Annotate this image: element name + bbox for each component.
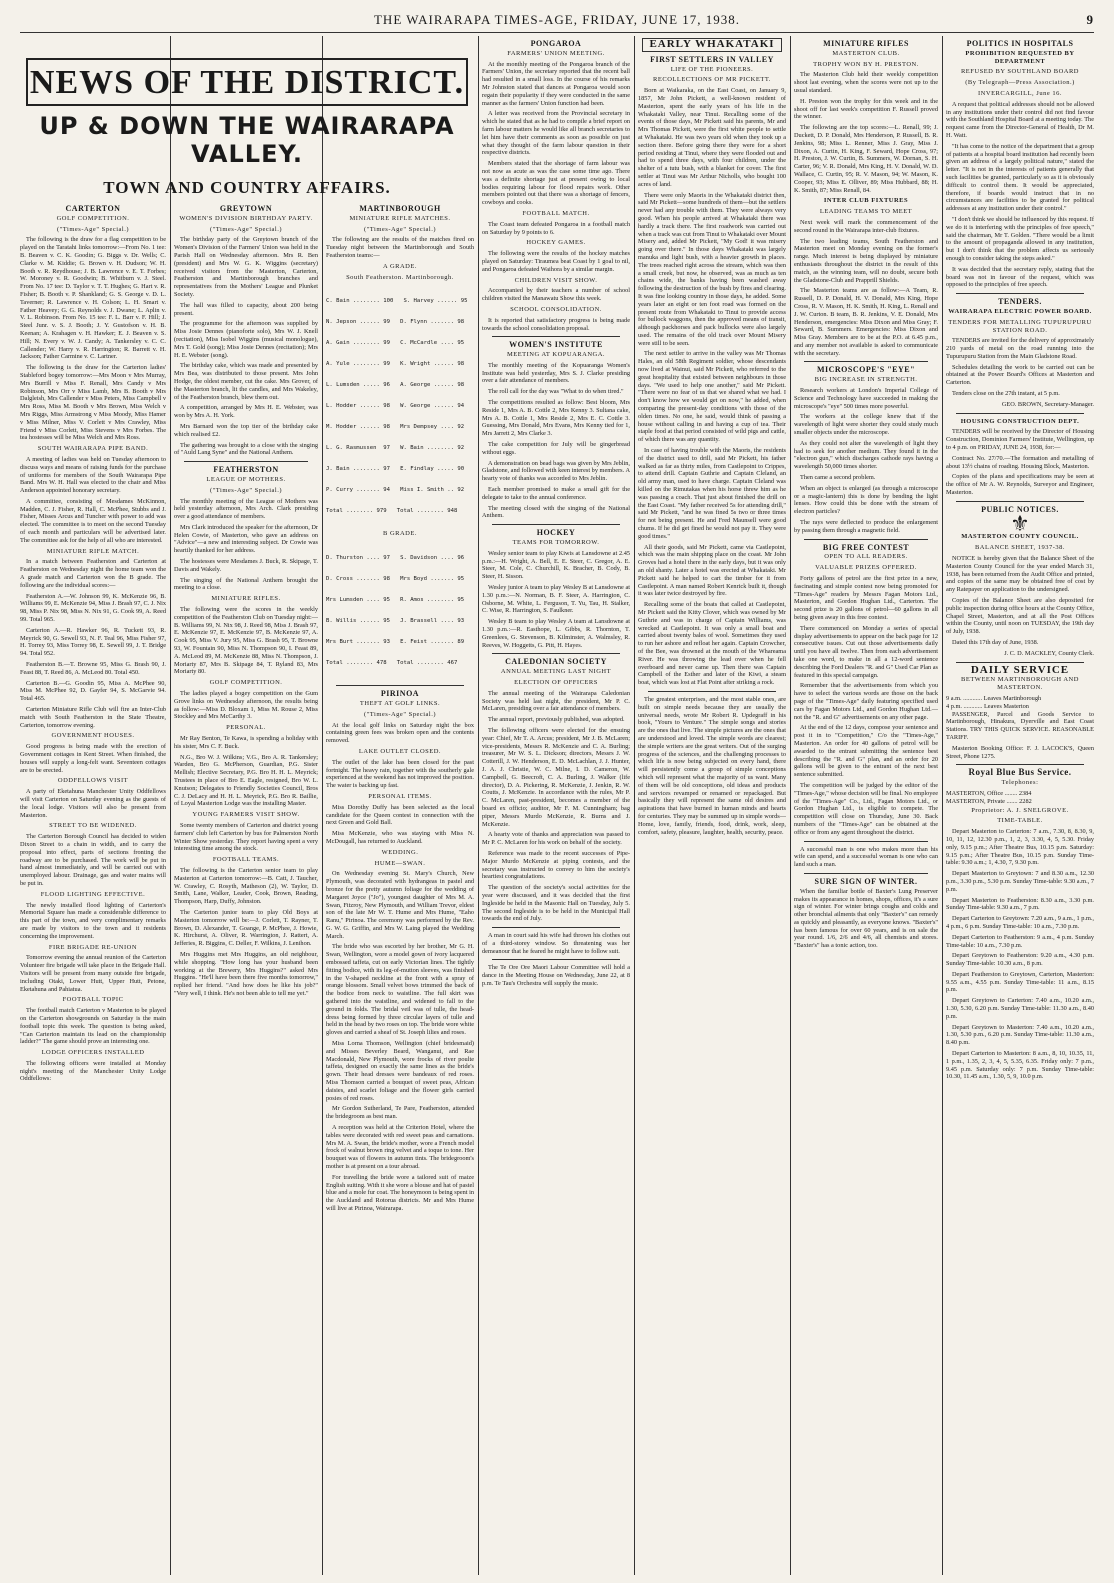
sub-heading: BIG INCREASE IN STRENGTH. [814,376,918,384]
sub-heading: INTER CLUB FIXTURES [823,197,909,205]
section-heading: MINIATURE RIFLES [823,39,909,48]
section-heading: FEATHERSTON [213,465,279,475]
paragraph: A successful man is one who makes more than his wife can spend, and a successful woman is one who can land such a man. [794,845,938,869]
paragraph: Featherston B.—T. Browne 95, Miss G. Brash 90, J. Feast 88, T. Reed 86, A. McLeod 80. Total 450. [20,661,166,676]
phone-row: MASTERTON, Office ........ 2384 [946,789,1032,797]
column-politics [946,36,1094,1575]
paragraph: TENDERS are invited for the delivery of approximately 210 yards of metal on the road running into the Tupurupuru Station from the Main Gladstone Road. [946,337,1094,360]
score-row: C. Bain ........ 100 S. Harvey ...... 95 [326,298,468,305]
paragraph: The birthday cake, which was made and presented by Mrs Bea, was distributed to those present. Mrs John Hodge, the oldest member, cut the cake. Mrs Grover, of the Masterton branch, lit the candles, and Mrs Wakeley, of the Featherston branch, blew them out. [174,362,318,401]
paragraph: Depart Carterton to Featherston: 9 a.m., 4 p.m. Sunday Time-table: 10 a.m., 7.30 p.m. [946,933,1094,949]
score-row: Mrs Lumsden .... 95 R. Amos ........ 95 [326,597,465,604]
paragraph: "It has come to the notice of the department that a group of patients at a hospital board institution had recently been given an address of a largely political nature," stated the letter. "It is not in the interests of patients generally that such facilities be granted, particularly so as it is obviously difficult to control them. It would be appreciated, therefore, if boards would instruct that in no circumstances are facilities to be granted for political addresses at any institution under their control." [946,142,1094,213]
score-row: A. Yule ........ 99 K. Wright ...... 98 [326,361,465,368]
paragraph: The following were the results of the hockey matches played on Saturday: Tiraumea beat Coast by 1 goal to nil, and Pongaroa defeated Waihora by a similar margin. [482,250,630,273]
paragraph: A letter was received from the Provincial secretary in which he stated that as he had to compile a brief report on farm labour matters he would like all branch secretaries to let him have their comments as soon as possible on just what they thought of the farm labour question in their respective districts. [482,110,630,157]
paragraph: The cake competition for July will be gingerbread without eggs. [482,441,630,456]
sub-heading: GOLF COMPETITION. [209,679,283,687]
score-row: N. Jepson ...... 99 D. Flynn ....... 98 [326,319,465,326]
paragraph: Depart Carterton to Masterton: 8 a.m., 8, 10, 10.35, 11, 1 p.m., 1.35, 2, 3, 4, 5, 5.35, 6.35. Friday only: 7 p.m., 9.45 p.m. Saturday only: 7 p.m. Sunday Time-table: 10.30, 11.45 a.m., 1.30, 5, 9, 10.0 p.m. [946,1050,1094,1081]
column-rule [322,36,323,1575]
paragraph: Contract No. 27/70.—The formation and metalling of about 13½ chains of roading. Housing Block, Masterton. [946,454,1094,470]
paragraph: The workers at the college knew that if the wavelength of light were shorter they could study much smaller objects under the microscope. [794,413,938,437]
banner-subtitle: UP & DOWN THE WAIRARAPA VALLEY. [39,112,455,168]
sub-heading: REFUSED BY SOUTHLAND BOARD [960,68,1080,76]
score-row: P. Curry ....... 94 Miss I. Smith .. 92 [326,487,465,494]
paragraph: There commenced on Monday a series of special display advertisements to appear on the back page for 12 consecutive issues. Cut out those advertisements daily until you have all twelve. Then from each advertisement take one word, to make in all a 12-word sentence describing the Ford Dealers "R. and G" Used Car Plan as featured in this special campaign. [794,624,938,679]
coat-of-arms-icon: ⚜ [1010,510,1030,536]
sub-heading: TENDERS FOR METALLING TUPURUPURU STATION ROAD. [948,318,1092,334]
paragraph: Some twenty members of Carterton and district young farmers' club left Carterton by bus for Palmerston North Winter Show yesterday. They report having spent a very interesting time among the stock. [174,821,318,853]
paragraph: TENDERS will be received by the Director of Housing Construction, Dominion Farmers' Institute, Wellington, up to 4 p.m. on FRIDAY, JUNE 24, 1938, for:— [946,428,1094,452]
section-heading: GREYTOWN [219,204,273,213]
signature: GEO. BROWN, Secretary-Manager. [1001,400,1094,408]
sub-heading: LIFE OF THE PIONEERS. [670,65,754,73]
paragraph: A man in court said his wife had thrown his clothes out of a third-storey window. So threatening was her demeanour that he feared he might have to follow suit. [482,932,630,955]
notice-title: HOUSING CONSTRUCTION DEPT. [960,417,1080,425]
paragraph: Mrs Barnard won the top tier of the birthday cake which realised £2. [174,422,318,438]
column-pongaroa [482,36,630,1575]
sub-heading: Telephones: [1001,779,1039,787]
paragraph: A demonstration on bead bags was given by Mrs Jeblin, Gladstone, and followed with keen interest by members. A hearty vote of thanks was accorded to Mrs Jeblin. [482,459,630,483]
paragraph: The two leading teams, South Featherston and Masterton meet on Monday evening on the former's range. Much interest is being displayed by miniature enthusiasts throughout the district in the result of this match, as the winning team, will no doubt, secure both the Gladstone-Club and Prapprill Shields. [794,237,938,284]
section-heading: CALEDONIAN SOCIETY [505,657,607,667]
sub-heading: B GRADE. [383,530,417,538]
paragraph: The following are the top scores:—L. Renall, 99; J. Duckett, D. P. Donald, Mrs Henderson, P. Russell, B. R. Jenkins, 98; Miss L. Renner, Miss J. Gray, Miss J. Dixon, A. Curtin, H. King, F. Seward, Hope Cross, 97; H. Preston, J. W. Curtin, B. Summers, W. Dornan, S. H. Carter, 96; V. R. Donald, Mrs King, H. V. Donald, W. D. Wallace, C. Curtin, 95; R. V. Mason, 94; W. Mason, K. Cooper, 93; Miss E. Olliver, 89; Miss Hubbard, 88; H. K. Smith, 87; Miss Renall, 84. [794,124,938,194]
byline: ("Times-Age" Special.) [209,486,283,494]
paragraph: The ladies played a bogey competition on the Gum Grove links on Wednesday afternoon, the results being as follow:—Miss D. Bloxam 1, Miss M. Rouse 2, Miss Stockley and Mrs McCarthy 3. [174,690,318,721]
paragraph: There were only Maoris in the Whakataki district then, said Mr Pickett—some hundreds of them—but the settlers never had any trouble with them. They were always very good. When his people arrived at Whakataki there was hardly a track there. The first roadwork was carried out when a track was cut from Tinui to Whakataki over Mount Misery and, added Mr Pickett, "My God! it was misery going over there." In those days Whakataki was largely manuka and light bush, with a heavier growth in places. The trees reached right across the stream, which was then a small creek, but now, he observed, was as much as ten chains wide, the banks having been washed away following the destruction of the bush by fires and clearing. It was fine looking country in those days, he added. Some years later an eight or ten foot road was formed on the present route from Whakataki to Tinui to provide access for bullock waggons, then the approved means of transit, although packhorses and pack bullocks were also largely used. The remains of the old track over Mount Misery were still to be seen. [638,191,786,347]
paragraph: Copies of the Balance Sheet are also deposited for public inspection during office hours at the County Office, Chapel Street, Masterton, and at all the Post Offices within the County, until noon on TUESDAY, the 19th day of July, 1938. [946,597,1094,636]
paragraph: Carterton A.—R. Hawker 96, R. Tuckett 93, R. Meyrick 90, G. Sewell 93, N. F. Teal 96, Miss Fisher 97, H. Torrey 93, Miss Torrey 98, E. Sewell 99, J. T. Bridge 94. Total 952. [20,626,166,658]
paragraph: Depart Carterton to Greytown: 7.20 a.m., 9 a.m., 1 p.m., 4 p.m., 6 p.m. Sunday Time-table: 10 a.m., 7.30 p.m. [946,915,1094,930]
byline: (By Telegraph—Press Association.) [965,79,1075,87]
sub-heading: VALUABLE PRIZES OFFERED. [815,564,917,572]
paragraph: The football match Carterton v Masterton to be played on the Carterton showgrounds on Saturday is the main football topic this week. The question is being asked, "Can Carterton maintain its lead on the championship ladder?" The game should prove an interesting one. [20,1007,166,1046]
paragraph: Next week will mark the commencement of the second round in the Wairarapa inter-club fixtures. [794,218,938,234]
sub-heading: ANNUAL MEETING LAST NIGHT [500,668,612,676]
paragraph: The annual report, previously published, was adopted. [488,716,625,724]
column-rule [790,36,791,1575]
sub-heading: FOOTBALL MATCH. [522,209,590,217]
section-banner [20,58,474,198]
paragraph: The question of the society's social activities for the year were discussed, and it was decided that the first Ingleside be held in the Masonic Hall on Tuesday, July 5. The second Ingleside is to be held in the Municipal Hall towards the end of July. [482,884,630,923]
byline: ("Times-Age" Special.) [56,225,130,233]
sub-heading: FOOTBALL TOPIC [62,996,124,1004]
column-greytown [174,201,318,1575]
paragraph: At the monthly meeting of the Pongaroa branch of the Farmers' Union, the secretary reported that the recent ball had resulted in a small loss. In the course of his remarks Mr Johnston stated that dances at Pongaroa would soon regain their popularity if they were conducted in the same manner as the farmers' Union function had been. [482,60,630,107]
byline: ("Times-Age" Special.) [363,225,437,233]
paragraph: Reference was made to the recent successes of Pipe-Major Murdo McKenzie at piping contests, and the secretary was instructed to convey to him the society's heartiest congratulations. [482,849,630,881]
paragraph: Born at Waikaraka, on the East Coast, on January 9, 1857, Mr John Pickett, a well-known resident of Masterton, spent the early years of his life in the Whakataki Valley, near Tinui. Recalling some of the events of those days, Mr Pickett said his parents, Mr and Mrs Thomas Pickett, were the first white people to settle at Whakataki. He was two years old when they took up a section there. Before going there they were for a short period residing at Tinui, where they were flooded out and had to spend three days, with four children, under the shelter of a tutu bush, with a blanket for cover. The first settler at Tinui was Mr Arthur Nicholls, who bought 100 acres of land. [638,87,786,188]
paragraph: For travelling the bride wore a tailored suit of maize English suiting. With it she wore a blouse and hat of pastel blue and a mole fur coat. The honeymoon is being spent in the Auckland and Rotorua districts. Mr and Mrs Hume will live at Pirinoa, Wairarapa. [326,1173,474,1212]
paragraph: The gathering was brought to a close with the singing of "Auld Lang Syne" and the National Anthem. [174,441,318,457]
paragraph: At the end of the 12 days, compose your sentence and post it in to "Competition," C/o the "Times-Age," Masterton. An order for 40 gallons of petrol will be awarded to the entrant submitting the sentence best describing the "R. and G" plan, and an order for 20 gallons will be given to the entrant of the next best sentence submitted. [794,724,938,779]
paragraph: The competitions resulted as follow: Best bloom, Mrs Reside 1, Mrs A. B. Cottle 2, Mrs Kenny 3. Sultana cake, Mrs A. B. Cottle 1, Mrs Reside 2, Mrs E. C. Cottle 3. Guessing, Mrs Donald, Mrs Evans, Mrs Kenny tied for 1, Mrs Jarrett 2, Mrs Clarke 3. [482,399,630,438]
sub-heading: TIME-TABLE. [997,817,1043,825]
paragraph: A meeting of ladies was held on Tuesday afternoon to discuss ways and means of raising funds for the purchase of uniforms for members of the South Wairarapa Pipe Band. Mrs W. H. Hall was elected to the chair and Miss Anderson appointed honorary secretary. [20,455,166,495]
paragraph: When an object is enlarged (as through a microscope or a magic-lantern) this is done by bending the light lenses. How could this be done with the stream of electron particles? [794,484,938,516]
byline: ("Times-Age" Special.) [363,710,437,718]
proprietor: Proprietor: A. J. SNELGROVE. [971,806,1069,814]
sub-heading: ELECTION OF OFFICERS [514,678,598,686]
paragraph: The next settler to arrive in the valley was Mr Thomas Hales, an old 58th Regiment soldier, whose descendants now lived at Wainui, said Mr Pickett, who referred to the great hospitality that existed between neighbours in those days. "We used to help one another," said Mr Pickett. "There were no fear of us that we shared what we had. I don't know how we would get on now," he added, when comparing the present-day conditions with those of the olden times. No one, he said, would think of passing a house without calling in and having a cup of tea. Their staple food at that period consisted of wild pigs and cattle, of which there was any quantity. [638,350,786,444]
paragraph: Featherston A.—W. Johnson 99, K. McKenzie 96, B. Williams 99, E. McKenzie 94, Miss J. Brash 97, C. J. Nix 98, Miss P. Nix 98, Miss N. Nix 91, G. Cook 99, A. Reed 99. Total 965. [20,592,166,624]
byline: ("Times-Age" Special.) [209,225,283,233]
sub-heading: CHILDREN VISIT SHOW. [514,276,598,284]
sub-heading: BETWEEN MARTINBOROUGH AND MASTERTON. [961,676,1079,692]
score-table [326,541,474,681]
paragraph: The monthly meeting of the League of Mothers was held yesterday afternoon, Mrs Arch. Clark presiding over a good attendance of members. [174,497,318,521]
paper-title: THE WAIRARAPA TIMES-AGE, FRIDAY, JUNE 17, 1938. [373,12,741,27]
sub-heading: MEETING AT KOPUARANGA. [506,351,606,359]
column-rule [478,36,479,1575]
paragraph: The Te Ore Ore Maori Labour Committee will hold a dance in the Meeting House on Wednesday, June 22, at 8 p.m. Te Tau's Orchestra will supply the music. [482,964,630,988]
paragraph: The hall was filled to capacity, about 200 being present. [174,301,318,317]
sub-heading: TROPHY WON BY H. PRESTON. [813,60,919,68]
score-total: Total ........ 979 Total ........ 948 [326,508,458,515]
score-row: L. Lumsden ..... 96 A. George ...... 98 [326,382,465,389]
paragraph: NOTICE is hereby given that the Balance Sheet of the Masterton County Council for the year ended March 31, 1938, has been returned from the Audit Office and printed, and copies of the same may be obtained free of cost by any Ratepayer on application to the undersigned. [946,555,1094,594]
paragraph: The Coast team defeated Pongaroa in a football match on Saturday by 9 points to 6. [482,220,630,236]
timetable-row: 9 a.m. ............ Leaves Martinborough [946,694,1042,702]
sub-heading: THEFT AT GOLF LINKS. [359,699,441,707]
sub-heading: PROHIBITION REQUESTED BY DEPARTMENT [965,49,1075,65]
paragraph: Wesley senior team to play Kiwis at Lansdowne at 2.45 p.m.:—H. Wright, A. Bell, E. E. Steer, C. Gregor, A. E. Steer, M. Cole, C. Churchill, K. Bracher, B. Cody, B. Steer, H. Sisson. [482,549,630,581]
score-row: J. Bain ........ 97 E. Findlay ..... 90 [326,466,465,473]
paragraph: Tenders close on the 27th instant, at 5 p.m. [952,390,1060,398]
paragraph: The singing of the National Anthem brought the meeting to a close. [174,576,318,592]
paragraph: In case of having trouble with the Maoris, the residents of the district used to drill, said Mr Pickett, his father walked as far as thirty miles, from Castlepoint to Crippes, to attend drill. Captain Guthrie and Captain Cleland, an old army man, used to have charge. Captain Cleland was killed on the Rimutakas when his horse threw him as he was passing a coach. That just about finished the drill on the East Coast. "My father received 5s for attending drill," said Mr Pickett, "and he was fined 5s two or three times for not being present. He and Fred Maunsell were good chums. If he did get fined he would not pay it. They were good times." [638,447,786,540]
section-heading: PUBLIC NOTICES. [981,504,1059,514]
paragraph: The following is the draw for a flag competition to be played on the Taratahi links tomorrow:—From No. 1 tee: B. Beaven v. C. K. Goodin; G. Biggs v. Dr. Wells; C. Clarke v. M. Kiddie; G. Brown v. H. Dudson; W. H. Booth v. R. Reydhouse; J. B. Lawrence v. E. T. Forbes; W. Moroney v. R. Goodwin; B. Whitburn v. J. Steel. From No. 17 tee: D. Taylor v. T. T. Hughes; G. Hart v. R. Fisher; B. Booth v. P. Shankland; G. S. George v. D. L. Taverner; R. Lawrence v. H. Colson; L. H. Smart v. Father Heavey; G. G. Reynolds v. J. Dwane; L. Aplin v. V. L. Robinson. From No. 15 tee: F. L. Barr v. F. Hill; J. Steel Junr. v. S. J. Booth; J. Y. Gustofson v. H. B. Keenan; A. Krahagen v. H. Hawker; E. J. Beaven v. S. Hill; N. Every v. W. J. Candy; A. Tankersley v. C. C. Callender; W. Harry v. R. Harrington; R. Barrett v. H. Jackson; Father Carmine v. C. Lartner. [20,236,166,361]
column-rule [170,36,171,1575]
sub-heading: HUME—SWAN. [374,859,426,867]
column-rule [634,36,635,1575]
column-martinborough [326,201,474,1575]
score-row: B. Willis ...... 95 J. Brassell .... 93 [326,618,465,625]
column-rule [942,36,943,1575]
sub-heading: GOLF COMPETITION. [56,214,130,222]
paragraph: Members stated that the shortage of farm labour was not now as acute as was the case some time ago. There was a definite shortage just at present owing to local bodies requiring labour for flood repairs work. Other members pointed out that there was a shortage of fencers, cowboys and cooks. [482,160,630,207]
sub-heading: LAKE OUTLET CLOSED. [358,747,442,755]
sub-heading: FLOOD LIGHTING EFFECTIVE. [40,890,146,898]
paragraph: The newly installed flood lighting of Carterton's Memorial Square has made a considerable difference to this part of the town, and very complimentary remarks are made by visitors to the town and it residents concerning the improvement. [20,901,166,940]
sub-heading: PERSONAL ITEMS. [368,792,432,800]
sub-heading: BALANCE SHEET, 1937-38. [974,544,1066,552]
paragraph: Forty gallons of petrol are the first prize in a new, fascinating and simple contest now being promoted for "Times-Age" readers by Messrs Fagan Motors Ltd., Masterton, and Gordon Hughan Ltd., Carterton. The second prize is 20 gallons of petrol—60 gallons in all being given away in this free contest. [794,575,938,621]
paragraph: Then came a second problem. [800,474,876,482]
notice-title: MASTERTON COUNTY COUNCIL. [961,533,1079,541]
section-heading: BIG FREE CONTEST [822,542,910,552]
score-row: L. G. Rasmussen 97 W. Bain ........ 92 [326,445,465,452]
paragraph: Dated this 17th day of June, 1938. [952,639,1039,646]
sub-heading: RECOLLECTIONS OF MR PICKETT. [653,76,771,84]
column-carterton [20,201,166,1575]
paragraph: A reception was held at the Criterion Hotel, where the tables were decorated with red sweet peas and carnations. Mrs M. A. Swan, the bride's mother, wore a French model frock of walnut brown ring velvet and a toque to tone. Her bouquet was of flowers in autumn tints. The bridegroom's mother is at present on a tour abroad. [326,1124,474,1170]
sub-heading: ODDFELLOWS VISIT [57,777,129,785]
page-number: 9 [1086,12,1094,27]
section-heading: POLITICS IN HOSPITALS [966,39,1074,48]
sub-heading: A GRADE. [383,262,417,270]
paragraph: Depart Masterton to Featherston: 8.30 a.m., 3.30 p.m. Sunday Time-table: 9.30 a.m., 7 p.m. [946,896,1094,912]
paragraph: Accompanied by their teachers a number of school children visited the Manawatu Show this week. [482,287,630,303]
score-total: Total ........ 478 Total ........ 467 [326,660,458,667]
paragraph: Depart Featherston to Greytown, Carterton, Masterton: 9.55 a.m., 4.55 p.m. Sunday Time-table: 11 a.m., 8.15 p.m. [946,970,1094,994]
sub-heading: PERSONAL. [226,724,266,732]
score-row: Mrs Burt ....... 93 E. Feist ....... 89 [326,639,465,646]
section-heading: PONGAROA [530,39,582,48]
column-rifles [794,36,938,1575]
paragraph: A request that political addresses should not be allowed in any institutions under their control did not find favour with the Southland Hospital Board at a meeting today. The request came from the Director-General of Health, Dr M. H. Watt. [946,100,1094,139]
paragraph: Depart Masterton to Carterton: 7 a.m., 7.30, 8, 8.30, 9, 10, 11, 12, 12.30 p.m., 1, 2, 3, 3.30, 4, 5, 5.30. Friday only, 9.15 p.m.; After Theatre Bus, 10.15 p.m. Saturday: 9.15 p.m.; After Theatre Bus, 10.15 p.m. Sunday Time-table: 9.30 a.m.; 1, 4.30, 7, 9.30 p.m. [946,828,1094,867]
paragraph: Schedules detailing the work to be carried out can be obtained at the Power Board's Offices at Masterton and Carterton. [946,363,1094,387]
paragraph: The following is the draw for the Carterton ladies' Stableford bogey tomorrow:—Mrs Moon v Mrs Murray, Mrs Burrill v Miss F. Renall, Mrs Candy v Mrs Robinson, Mrs Orr v Miss Lamb, Mrs B. Booth v Mrs Dalgleish, Mrs Callender v Miss Peters, Miss Campbell v Mrs Ross, Miss M. Booth v Mrs Brown, Miss Welch v Mrs Riggs, Miss Armstrong v Miss Moody, Miss Hamer v Miss Milner, Miss V. Corlett v Mrs Crawley, Miss Friend v Miss Corlett, Miss Stevens v Mrs Forbes. The tea hostesses will be Miss Welch and Mrs Ross. [20,364,166,442]
paragraph: H. Preston won the trophy for this week and in the shoot off for last week's competition F. Russell proved the winner. [794,97,938,121]
paragraph: The monthly meeting of the Kopuaranga Women's Institute was held yesterday, Mrs S. J. Clarke presiding over a fair attendance of members. [482,361,630,385]
paragraph: The Masterton teams are as follow:—A Team, R. Russell, D. P. Donald, H. V. Donald, Mrs King, Hope Cross, R. V. Mason, H. K. Smith, H. King, L. Renall and J. W. Curton. B team, B. R. Jenkins, V. E. Donald, Mrs Henderson, emergencies: Miss Dixon and Miss Gray; F. Seward, B. Summers. Emergencies: Miss Dixon and Miss Gray. Members are to be at the P.O. at 6.45 p.m., and any member not available is asked to communicate with the secretary. [794,287,938,357]
paragraph: A hearty vote of thanks and appreciation was passed to Mr P. C. McLaren for his work on behalf of the society. [482,831,630,847]
paragraph: The following is the Carterton senior team to play Masterton at Carterton tomorrow:—B. Catt, J. Taucher, W. Crawley, C. Rosyth, Matheson (2), W. Taylor, D. Smith, Lane, Walker, Leader, Cook, Brown, Reading, Thompson, Harp, Duffy, Johnston. [174,866,318,906]
paragraph: The hostesses were Mesdames J. Buck, R. Skipage, T. Davis and Wakely. [174,558,318,573]
notice-title: WAIRARAPA ELECTRIC POWER BOARD. [948,307,1092,315]
paragraph: The Carterton junior team to play Old Boys at Masterton tomorrow will be:—J. Corlett, T. Rayner, T. Brown, D. Alexander, T. Goange, P. McPhee, J. Howie, K. Hirchurst, A. Oliver, R. Warrington, J. Rattert, A. Jefferies, R. Biggins, C. Deller, F. Wilkins, J. Lenihon. [174,908,318,948]
paragraph: Research workers at London's Imperial College of Science and Technology have succeeded in making the microscope's "eye" 500 times more powerful. [794,387,938,410]
sub-heading: MINIATURE RIFLE MATCH. [46,547,140,555]
paragraph: The meeting closed with the singing of the National Anthem. [482,504,630,520]
paragraph: Depart Greytown to Carterton: 7.40 a.m., 10.20 a.m., 1.30, 5.30, 6.20 p.m. Sunday Time-table: 11.30 a.m., 8.40 p.m. [946,997,1094,1020]
sub-heading: OPEN TO ALL READERS. [824,553,908,561]
sub-heading: TEAMS FOR TOMORROW. [512,539,600,547]
sub-heading: STREET TO BE WIDENED. [49,822,137,830]
paragraph: Wesley junior A team to play Wesley B at Lansdowne at 1.30 p.m.:—N. Norman, B. F. Steer, A. Harrington, C. Osborne, M. White, L. Ferguson, T. Yu, Tau, H. Stalker, C. Wise, R. Harrington, S. Faulkner. [482,584,630,615]
score-row: M. Hodder ...... 98 Mrs Dempsey .... 92 [326,424,465,431]
paragraph: The Masterton Club held their weekly competition shoot last evening, when the scores were not up to the usual standard. [794,71,938,94]
paragraph: Remember that the advertisements from which you have to select the various words are those on the back page of the "Times-Age" daily featuring specified used cars by Fagan Motors Ltd., and Gordon Hughan Ltd.—not the "R. and G" advertisements on any other page. [794,682,938,721]
newspaper-page [20,36,1094,1575]
paragraph: Miss McKenzie, who was staying with Miss N. McDougall, has returned to Auckland. [326,830,474,845]
paragraph: The following officers were installed at Monday night's meeting of the Manchester Unity Lodge Oddfellows: [20,1059,166,1083]
paragraph: On Wednesday evening St. Mary's Church, New Plymouth, was decorated with hydrangeas in pastel and bronze for the pretty autumn foliage for the wedding of Margaret Joyce ("Jo"), youngest daughter of Mrs M. A. Swan, Fitzroy, New Plymouth, and William Trevor, eldest son of the late Mr W. T. Hume and Mrs Hume, "Eaho Ranu," Pirinoa. The ceremony was performed by the Rev. G. W. G. Griffin, and Mrs W. Laing played the Wedding March. [326,870,474,940]
sub-heading: FOOTBALL TEAMS. [212,856,280,864]
paragraph: The bride who was escorted by her brother, Mr G. H. Swan, Wellington, wore a model gown of ivory lacquered embossed taffeta, cut on early Victorian lines. The tightly fitting bodice, with its leg-of-mutton sleeves, was finished in the V-shaped neckline at the front with a spray of orange blossom. Small velvet bows trimmed the back of the bodice from neck to waistline. The full skirt was gathered into the waistline, and widened to fall to the ground in folds. The bridal veil was of tulle, the head-dress being formed by three circular layers of tulle and held in the head by two roses on top. The bride wore white gloves and carried a sheaf of St. Joseph lilies and roses. [326,943,474,1037]
sub-heading: YOUNG FARMERS VISIT SHOW. [192,811,300,819]
sub-heading: LEADING TEAMS TO MEET [819,208,913,216]
paragraph: The competition will be judged by the editor of the "Times-Age," whose decision will be final. No employee of the "Times-Age" Co., Ltd., Fagan Motors Ltd., or Gordon Hughan Ltd., is eligible to compete. The competition will close on Thursday, June 30. Back numbers of the "Times-Age" can be obtained at the office or from any agent throughout the district. [794,781,938,836]
score-table [326,284,474,529]
sub-heading: FIRE BRIGADE RE-UNION [48,943,138,951]
sub-heading: MASTERTON CLUB. [832,49,900,57]
paragraph: When the familiar bottle of Baxter's Lung Preserver makes its appearance in homes, shops, offices, it's a sure sign of winter. For winter brings coughs and colds and other bronchial ailments that only "Baxter's" can remedy as quickly and pleasantly, as everyone knows. "Baxter's" has been famous for over 60 years, and is on sale the year round. 1/6, 2/6 and 4/6, all chemists and stores. "Baxter's" has a tonic action, too. [794,887,938,950]
paragraph: The greatest enterprises, and the most stable ones, are built on simple needs because they are usually the universal needs, wrote Mr Robert R. Updegraff in his book, "Yours to Venture." The simple songs and stories are the ones that live. The simple pictures are the ones that are understood and loved. The simple words are clearest; the simple writers are the great writers. Out of the surging progress of the sciences, and the challenging processes to which life is now being subjected on every hand, there will persistently come a group of simple conceptions which will represent what the majority of us want. Many of them will be old conceptions, old ideas and products and services revamped or renamed or repackaged. But basically they will represent the same old desires and aspirations that have burned in human minds and hearts for centuries. They may be summed up in simple words—Home, love, family, friends, food, drink, work, sleep, comfort, safety, pleasure, laughter, health, security, peace. [638,695,786,836]
paragraph: A committee, consisting of Mesdames McKinnon, Madden, C. J. Fisher, R. Hall, C. McPhee, Stubbs and J. Fisher, Misses Arcus and Tuncher with power to add was elected. The committee is to meet on the second Tuesday of each month and particulars will be advertised later. The committee ask for the help of all who are interested. [20,497,166,544]
paragraph: The following were the scores in the weekly competition of the Featherston Club on Tuesday night:—B. Williams 99, N. Nix 98, J. Reed 98, Miss J. Brash 97, E. McKenzie 97, E. McKenzie 97, B. McKenzie 97, A. Cook 95, Miss V. Jury 95, Miss G. Brash 95, T. Browne 93, W. Fountain 90, Miss N. Thompson 90, I. Feast 89, A. McLeod 89, M. McKenzie 88, Miss N. Thompson, J. Moriarty 87, Mrs B. Skipage 84, T. Ryland 83, Mrs Moriarty 80. [174,606,318,676]
section-heading: EARLY WHAKATAKI [642,38,782,52]
sub-heading: FARMERS' UNION MEETING. [507,49,605,57]
column-whakataki [638,36,786,1575]
paragraph: The rays were deflected to produce the enlargement by passing them through a magnetic field. [794,519,938,534]
paragraph: Depart Masterton to Greytown: 7 and 8.30 a.m., 12.30 p.m., 3.30 p.m., 5.30 p.m. Sunday Time-table: 9.30 a.m., 7 p.m. [946,870,1094,893]
paragraph: The programme for the afternoon was supplied by Miss Josie Dennes (pianoforte solo), Mrs W. J. Knell (recitation), Miss Isobel Wiggins (musical monologue), Mrs T. Gold (song); Miss Josie Dennes (recitation); Mrs H. E. Webster (song). [174,320,318,359]
paragraph: Miss Lorna Thomson, Wellington (chief bridesmaid) and Misses Beverley Beard, Wanganui, and Rae Macdonald, New Plymouth, wore frocks of river poulte taffeta, designed on exactly the same lines as the bride's gown. Their head dresses were bandeaux of red roses. Miss Thomson carried a bouquet of sweet peas, African daisies, and scarlet foliage and the flower girls carried posies of red roses. [326,1040,474,1102]
paragraph: Depart Greytown to Masterton: 7.40 a.m., 10.20 a.m., 1.30, 5.30 p.m., 6.20 p.m. Sunday Time-table: 11.30 a.m., 8.40 p.m. [946,1023,1094,1047]
section-heading: HOCKEY [536,528,576,538]
section-heading: Royal Blue Bus Service. [968,767,1072,778]
paragraph: At the local golf links on Saturday night the box containing green fees was broken open and the contents removed. [326,721,474,745]
section-heading: WOMEN'S INSTITUTE [509,340,603,350]
paragraph: Each member promised to make a small gift for the delegate to take to the annual conference. [482,486,630,501]
section-heading: CARTERTON [65,204,121,213]
sub-heading: GOVERNMENT HOUSES. [51,732,135,740]
paragraph: N.G., Bro W. J. Wilkins; V.G., Bro A. R. Tankersley; Warden, Bro G. McPherson, Guardian, P.G. Sister Mellish; Elective Secretary, P.G. Bro H. H. L. Meyrick; Trustees in place of Bro E. Eagle, resigned, Bro W. L. Knutson; Delegates to Friendly Societies Council, Bros C. J. DeLacy and H. H. L. Meyrick, P.G. Bro R. Baillie, of Loyal Masterton Lodge was the installing Master. [174,753,318,808]
signature: J. C. D. MACKLEY, County Clerk. [1004,649,1094,657]
score-row: A. Gain ........ 99 C. McCardle .... 95 [326,340,465,347]
paragraph: Carterton Miniature Rifle Club will fire an Inter-Club match with South Featherston in the State Theatre, Carterton, tomorrow evening. [20,706,166,729]
score-table-header: South Featherston. Martinborough. [346,273,454,281]
paragraph: Depart Greytown to Featherston: 9.20 a.m., 4.30 p.m. Sunday Time-table: 10.30 a.m., 8 p.m. [946,952,1094,968]
paragraph: Mr Gordon Sutherland, Te Pare, Featherston, attended the bridegroom as best man. [326,1105,474,1121]
sub-heading: SCHOOL CONSOLIDATION. [510,305,602,313]
paragraph: The following are the results of the matches fired on Tuesday night between the Martinborough and South Featherston teams:— [326,236,474,259]
score-row: D. Cross ....... 98 Mrs Boyd ....... 95 [326,576,465,583]
section-heading: TENDERS. [998,297,1042,307]
sub-heading: HOCKEY GAMES. [526,239,586,247]
paragraph: Tomorrow evening the annual reunion of the Carterton Volunteer fire brigade will take place in the Brigade Hall. Visitors will be present from many outside fire brigade, including Otaki, Lower Hutt, Upper Hutt, Petone, Eketahuna and Pahiatua. [20,954,166,993]
paragraph: Mrs Huggins met Mrs Huggins, an old neighbour, while shopping. "How long has your husband been working at the Brewery, Mrs Huggins?" asked Mrs Huggins. "He'll have been there five months tomorrow," replied her friend. "And how does he like his job?" "Very well, I think. He's not been able to tell me yet." [174,950,318,997]
paragraph: The Carterton Borough Council has decided to widen Dixon Street to a chain in width, and to carry the proposal into effect, parts of sections fronting the roadway are to be purchased. The work will be put in hand almost immediately, and will be carried out with unemployed labour. Drainage, gas and water mains will be put in. [20,833,166,887]
section-heading: DAILY SERVICE [970,663,1070,676]
section-heading: PIRINOA [380,689,420,699]
paragraph: The outlet of the lake has been closed for the past fortnight. The heavy rain, together with the southerly gale experienced at the weekend has not improved the position. The water is backing up fast. [326,758,474,790]
sub-heading: LEAGUE OF MOTHERS. [206,475,286,483]
score-row: L. Hodder ...... 98 W. George ...... 94 [326,403,465,410]
sub-heading: LODGE OFFICERS INSTALLED [41,1049,145,1057]
paragraph: The birthday party of the Greytown branch of the Women's Division of the Farmers' Union was held in the Parish Hall on Wednesday afternoon. Mrs R. Ben (president) and Mrs W. G. K. Wiggins (secretary) received visitors from the Masterton, Carterton, Featherston and Martinborough branches and representatives from the Mothers' League and Plunket Society. [174,236,318,298]
paragraph: "I don't think we should be influenced by this request. If we do it is interfering with the principles of free speech," said the chairman, Mr T. Golden. "There would be a limit to the amount of propaganda allowed in any institution, but I don't think that the problem affects us seriously enough to consider taking the steps asked." [946,215,1094,262]
sub-heading: WOMEN'S DIVISION BIRTHDAY PARTY. [179,214,313,222]
paragraph: Carterton B.—G. Goodin 95, Miss A. McPhee 90, Miss M. McPhee 92, D. Gayfer 94, S. McGarvie 94. Total 465. [20,679,166,703]
paragraph: It is reported that satisfactory progress is being made towards the school consolidation proposal. [482,316,630,332]
masthead [20,8,1094,33]
score-row: D. Thurston .... 97 S. Davidson .... 96 [326,555,465,562]
paragraph: In a match between Featherston and Carterton at Featherston on Wednesday night the home team won the A grade match and Carterton won the B grade. The following are the individual scores:— [20,558,166,589]
section-heading: MARTINBOROUGH [359,204,441,213]
sub-heading: FIRST SETTLERS IN VALLEY [650,54,774,64]
banner-section: TOWN AND COUNTRY AFFAIRS. [103,178,391,197]
section-heading: SURE SIGN OF WINTER. [814,876,918,886]
paragraph: Mr Ray Benton, Te Kawa, is spending a holiday with his sister, Mrs C. F. Buck. [174,735,318,750]
paragraph: Wesley B team to play Wesley A team at Lansdowne at 1.30 p.m.:—R. Easthope, L. Gibbs, R. Thornton, T. Greenlees, G. Stevenson, B. Kilminster, A. Walmsley, R. Reeves, W. Hoggetts, G. Pitt, H. Hayes. [482,618,630,649]
banner-title: NEWS OF THE DISTRICT. [26,58,468,106]
dateline: INVERCARGILL, June 16. [978,89,1062,97]
paragraph: Miss Dorothy Duffy has been selected as the local candidate for the Queen contest in connection with the next Green and Gold Ball. [326,803,474,827]
timetable-row: 4 p.m. ............ Leaves Masterton [946,702,1029,710]
paragraph: The following officers were elected for the ensuing year: Chief, Mr T. A. Arcus; president, Mr J. B. McLaren; vice-presidents, Messrs R. McKenzie and C. A. Burling; treasurer, Mr W. S. L. Dickson; directors, Messrs J. W. Cotterill, J. W. Henderson, E. D. McLachlan, J. J. Hunter, J. A. J. Christie, W. C. Milne, I. D. Cameron, W. Campbell, G. Beecroft, C. A. Burling, J. Walker (life director), D. A. Pickering, R. McKenzie, J. Jenkin, R. W. Coutts, J. McKenzie. In accordance with the rules, Mr P. C. McLaren, past-president, becomes a member of the board ex officio; auditor, Mr F. M. Cunningham; bag piper, Messrs Murdo McKenzie, R. Burns and J. McKenzie. [482,726,630,828]
paragraph: The roll call for the day was "What to do when tired." [488,388,624,396]
paragraph: As they could not alter the wavelength of light they had to seek for another medium. They found it in the "electron gun," which discharges cathode rays having a wavelength 50,000 times shorter. [794,439,938,471]
paragraph: All their goods, said Mr Pickett, came via Castlepoint, which was the main shipping place on the coast. Mr John Groves had a hotel there in the early days, but it was only an old shanty. Later a hotel was erected at Whakataki. Mr Pickett said he helped to cart the timber for it from Castlepoint. A man named Robert Kenrick built it, though it was later twice destroyed by fire. [638,543,786,598]
paragraph: The annual meeting of the Wairarapa Caledonian Society was held last night, the president, Mr P. C. McLaren, presiding over a fair attendance of members. [482,689,630,713]
sub-heading: SOUTH WAIRARAPA PIPE BAND. [37,445,149,453]
paragraph: Masterton Booking Office: F. J. LACOCK'S, Queen Street, Phone 1275. [946,744,1094,760]
phone-row: MASTERTON, Private ....... 2282 [946,797,1032,805]
sub-heading: MINIATURE RIFLES. [211,595,281,603]
sub-heading: MINIATURE RIFLE MATCHES. [349,214,451,222]
paragraph: PASSENGER, Parcel and Goods Service to Martinborough, Hinakura, Dyerville and East Coast Stations. TRY THIS QUICK SERVICE. REASONABLE TARIFF. [946,710,1094,741]
paragraph: It was decided that the secretary reply, stating that the board was not in favour of the request, which was opposed to the principles of free speech. [946,265,1094,289]
paragraph: A competition, arranged by Mrs H. E. Webster, was won by Mrs A. H. York. [174,404,318,420]
section-heading: MICROSCOPE'S "EYE" [816,365,916,375]
sub-heading: WEDDING. [381,848,419,856]
paragraph: Mrs Clark introduced the speaker for the afternoon, Dr Helen Cowie, of Masterton, who gave an address on "Advice"—a new and interesting subject. Dr Cowie was heartily thanked for her address. [174,523,318,555]
paragraph: Good progress is being made with the erection of Government cottages in Kent Street. When finished, the houses will supply a long-felt want. Seventeen cottages are to be erected. [20,743,166,774]
paragraph: Recalling some of the boats that called at Castlepoint, Mr Pickett said the Kitty Clover, which was owned by Mr Guthrie and was in charge of Captain Williams, was wrecked at Castlepoint. It was only a small boat and carried about twenty bales of wool. Sometimes they used to run her ashore and refloat her again. Captain Crowcher, of the Bee, was drowned at the mouth of the Whareama River. He was throwing the lead over when he fell overboard and never came up. Then there was Captain Campbell of the Esther and later of the Kiwi, a steam boat, which was lost at Flat Point after striking a rock. [638,601,786,687]
paragraph: A party of Eketahuna Manchester Unity Oddfellows will visit Carterton on Saturday evening as the guests of the local lodge. Visitors will also be present from Masterton. [20,788,166,819]
paragraph: Copies of the plans and specifications may be seen at the office of Mr A. W. Reynolds, Surveyor and Engineer, Masterton. [946,473,1094,497]
